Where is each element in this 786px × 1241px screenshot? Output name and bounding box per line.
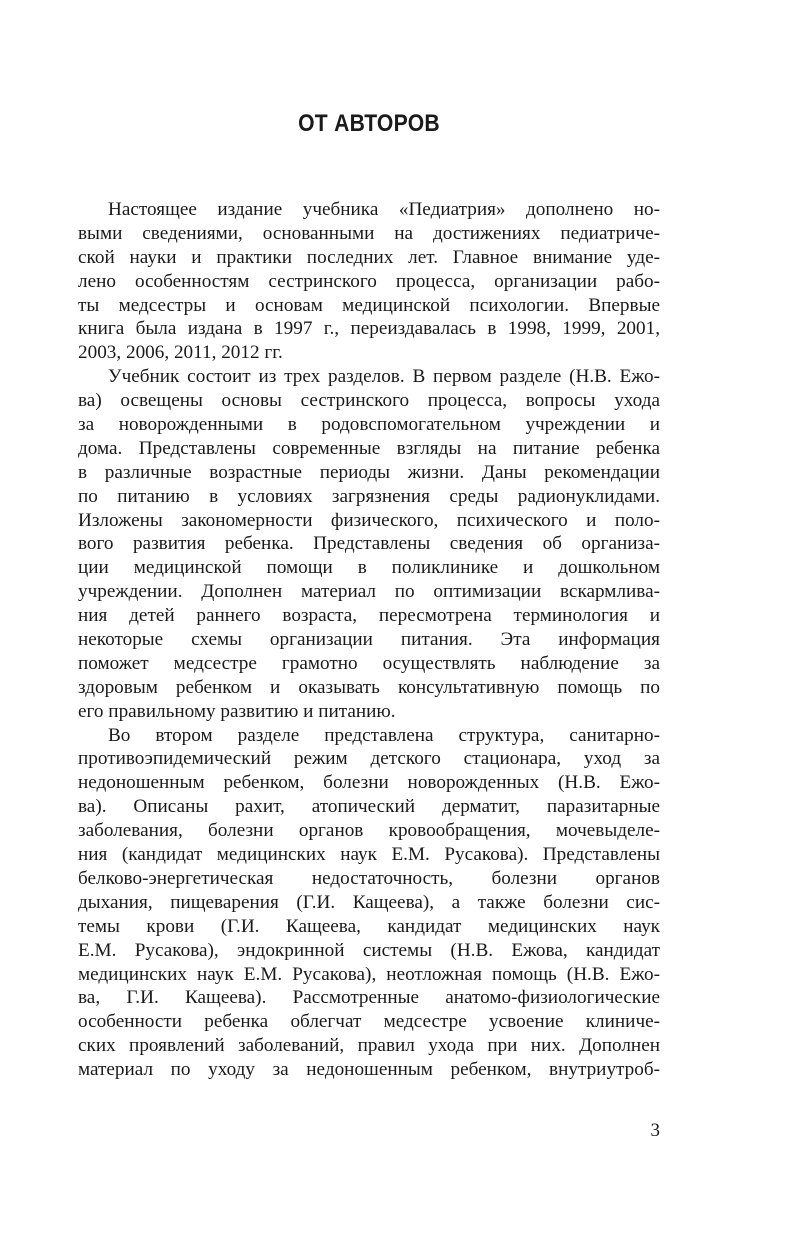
text-line: Во втором разделе представлена структура, санитарно- bbox=[108, 724, 660, 746]
text-line: 2003, 2006, 2011, 2012 гг. bbox=[78, 342, 283, 364]
text-line: белково-энергетическая недостаточность, болезни органов bbox=[78, 867, 660, 889]
page-number: 3 bbox=[650, 1120, 660, 1141]
paragraph-1 bbox=[78, 198, 660, 365]
book-page bbox=[78, 0, 660, 1241]
text-line: ва, Г.И. Кащеева). Рассмотренные анатомо-физиологические bbox=[78, 987, 660, 1009]
text-line: ских проявлений заболеваний, правил ухода при них. Дополнен bbox=[78, 1035, 660, 1057]
text-line: книга была издана в 1997 г., переиздавалась в 1998, 1999, 2001, bbox=[78, 318, 660, 340]
text-line: Е.М. Русакова), эндокринной системы (Н.В. Ежова, кандидат bbox=[78, 939, 660, 961]
text-line: недоношенным ребенком, болезни новорожденных (Н.В. Ежо- bbox=[78, 772, 660, 794]
text-line: лено особенностям сестринского процесса, организации рабо- bbox=[78, 270, 660, 292]
text-line: заболевания, болезни органов кровообращения, мочевыделе- bbox=[78, 820, 660, 842]
text-line: ва). Описаны рахит, атопический дерматит, паразитарные bbox=[78, 796, 660, 818]
text-line: здоровым ребенком и оказывать консультативную помощь по bbox=[78, 676, 660, 698]
body-text bbox=[78, 198, 660, 1082]
paragraph-3 bbox=[78, 724, 660, 1082]
text-line: Настоящее издание учебника «Педиатрия» дополнено но- bbox=[108, 199, 660, 220]
text-line: ния детей раннего возраста, пересмотрена терминология и bbox=[78, 605, 660, 627]
text-line: Учебник состоит из трех разделов. В первом разделе (Н.В. Ежо- bbox=[108, 366, 660, 388]
text-line: особенности ребенка облегчат медсестре усвоение клиниче- bbox=[78, 1011, 660, 1033]
text-line: ции медицинской помощи в поликлинике и дошкольном bbox=[78, 557, 660, 579]
text-line: по питанию в условиях загрязнения среды радионуклидами. bbox=[78, 485, 660, 507]
text-line: учреждении. Дополнен материал по оптимизации вскармлива- bbox=[78, 581, 660, 603]
text-line: в различные возрастные периоды жизни. Даны рекомендации bbox=[78, 461, 660, 483]
text-line: за новорожденными в родовспомогательном учреждении и bbox=[78, 414, 660, 436]
text-line: дома. Представлены современные взгляды на питание ребенка bbox=[78, 437, 660, 459]
text-line: выми сведениями, основанными на достижениях педиатриче- bbox=[78, 222, 660, 244]
text-line: противоэпидемический режим детского стационара, уход за bbox=[78, 748, 660, 770]
text-line: материал по уходу за недоношенным ребенком, внутриутроб- bbox=[78, 1059, 660, 1081]
text-line: вого развития ребенка. Представлены сведения об организа- bbox=[78, 533, 660, 555]
text-line: медицинских наук Е.М. Русакова), неотложная помощь (Н.В. Ежо- bbox=[78, 963, 660, 985]
text-line: поможет медсестре грамотно осуществлять наблюдение за bbox=[78, 652, 660, 674]
text-line: ты медсестры и основам медицинской психологии. Впервые bbox=[78, 294, 660, 316]
page-title: ОТ АВТОРОВ bbox=[298, 110, 440, 137]
text-line: некоторые схемы организации питания. Эта информация bbox=[78, 629, 660, 651]
text-line: ва) освещены основы сестринского процесса, вопросы ухода bbox=[78, 390, 660, 412]
paragraph-2 bbox=[78, 365, 660, 723]
text-line: дыхания, пищеварения (Г.И. Кащеева), а также болезни сис- bbox=[78, 891, 660, 913]
text-line: Изложены закономерности физического, психического и поло- bbox=[78, 509, 660, 531]
text-line: ской науки и практики последних лет. Главное внимание уде- bbox=[78, 246, 660, 268]
text-line: его правильному развитию и питанию. bbox=[78, 700, 396, 722]
text-line: темы крови (Г.И. Кащеева, кандидат медицинских наук bbox=[78, 915, 660, 937]
text-line: ния (кандидат медицинских наук Е.М. Русакова). Представлены bbox=[78, 844, 660, 866]
